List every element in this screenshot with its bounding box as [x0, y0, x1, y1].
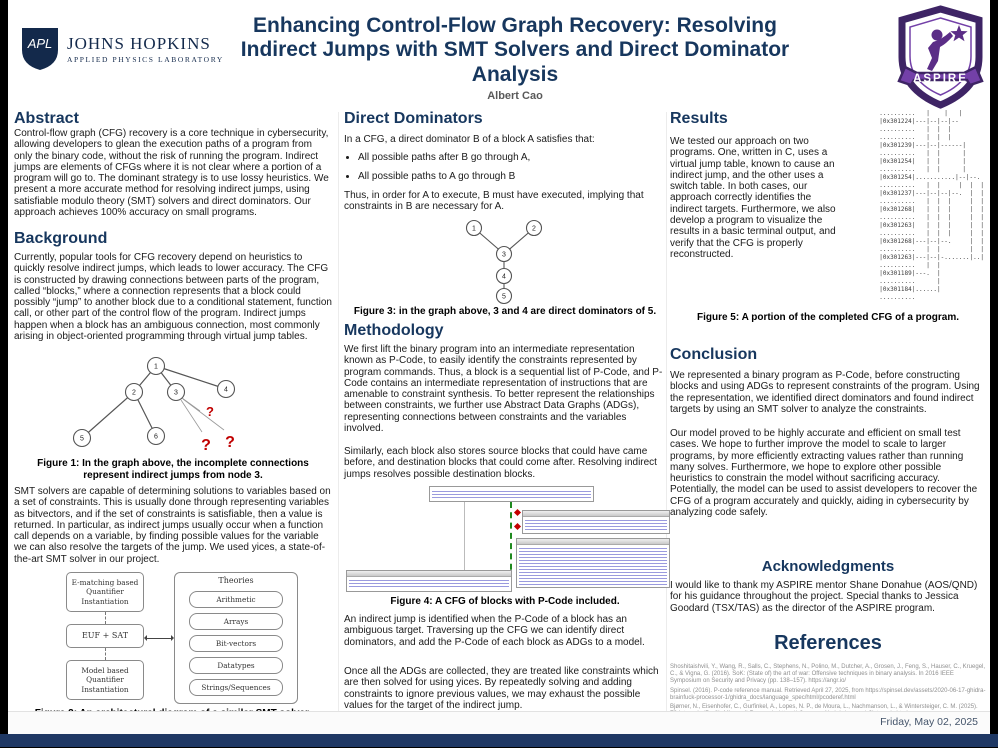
fig2-theory: Datatypes — [189, 657, 283, 674]
background-body: Currently, popular tools for CFG recovery depend on heuristics to quickly resolve indirect jumps, which leads to lower accuracy. The CFG is constructed by drawing connections between parts of the program, called “blocks,” where a connection represents that a block could possibly “jump” to another block due to a conditional statement, function call, or other part of the control flow of the program. Indirect jumps happen when a block has an ambiguous connection, most commonly arising in object-oriented programming through virtual jump tables. — [14, 252, 332, 343]
figure4-caption: Figure 4: A CFG of blocks with P-Code included. — [390, 596, 620, 607]
dd-bullets — [344, 152, 666, 191]
results-body: We tested our approach on two programs. One, written in C, uses a virtual jump table, known to cause an indirect jump, and the other uses a switch table. In both cases, our approach correctly identifies the indirect targets. Furthermore, we also develop a program to visualize the results in a basic terminal output, and verify that the CFG is properly reconstructed. — [670, 136, 836, 260]
svg-text:?: ? — [225, 434, 235, 451]
svg-text:?: ? — [206, 404, 214, 419]
svg-text:5: 5 — [80, 435, 84, 443]
post-fig4-p2: Once all the ADGs are collected, they are treated like constraints which are then solved for using yices. By repeatedly solving and adding constraints to ignore previous values, we may exhaust the possible values for the target of the indirect jump. — [344, 666, 659, 711]
smt-paragraph: SMT solvers are capable of determining solutions to variables based on a set of constraints. This is usually done through representing variables as bitvectors, and if the set of constraints is satisfiable, then a value is returned. In particular, as indirect jumps usually occur when a function call depends on a variable, by finding possible values for the variable we can also resolve the targets of the jump. We used yices, a state-of-the-art SMT solver in our project. — [14, 486, 331, 565]
methodology-p2: Similarly, each block also stores source blocks that could have came before, and destination blocks that could come after. Resolving indirect jumps resolves possible destination blocks. — [344, 446, 657, 480]
svg-text:APL: APL — [27, 36, 53, 51]
fig4-green-edge — [510, 502, 512, 580]
poster — [8, 0, 990, 734]
acknowledgments-body: I would like to thank my ASPIRE mentor Shane Donahue (AOS/QND) for his guidance throughout the project. Special thanks to Jessica Goodard (TSX/TAS) as the director of the ASPIRE program. — [670, 580, 978, 614]
figure3-caption: Figure 3: in the graph above, 3 and 4 are direct dominators of 5. — [353, 306, 657, 317]
jhu-apl-logo — [20, 26, 224, 72]
svg-text:5: 5 — [502, 293, 506, 301]
direct-dominators-heading: Direct Dominators — [344, 110, 483, 127]
acknowledgments-heading: Acknowledgments — [761, 558, 895, 575]
svg-text:3: 3 — [502, 251, 506, 259]
abstract-body: Control-flow graph (CFG) recovery is a core technique in cybersecurity, allowing developers to glean the execution paths of a program from only the binary code, without the risk of running the program. Indirect jumps are elements of CFGs where it is not clear where a portion of a program will go to. The dominant strategy is to use lossy heuristics. We present a more accurate method for resolving indirect jumps, using satisfiable modulo theory (SMT) solvers and direct dominators. Our approach achieves 100% accuracy on small programs. — [14, 128, 329, 219]
figure5-terminal-output: .......... | | | |0x301224|---|--|--|-- .......... | | | .......... | | | |0x301239|---|--|------| .......... | | | |0x301254| | | | .......... | | | |0x301254|...........|--|--. .......... | | | | | |0x301237|---|--|--|--. | | .......... | | | | | |0x301268| | | | | | .......... | | | | | |0x301263| | | | | | .......... | | | | | |0x301268|---|--|--. | | .......... | | | | |0x301263|---|--|-.......|..| .......... | | |0x301189|---. | .......... | |0x301184|......| .......... — [879, 110, 984, 301]
svg-text:4: 4 — [502, 273, 506, 281]
background-heading: Background — [14, 230, 108, 247]
status-strip — [8, 711, 990, 734]
right-column — [670, 108, 986, 748]
dd-bullet: • All possible paths to A go through B — [358, 171, 666, 182]
fig2-theories-box — [174, 572, 298, 704]
svg-text:2: 2 — [532, 225, 536, 233]
fig2-theory: Arrays — [189, 613, 283, 630]
svg-text:1: 1 — [472, 225, 476, 233]
abstract-heading: Abstract — [14, 110, 79, 127]
fig4-red-arrow — [514, 509, 521, 516]
figure5-caption: Figure 5: A portion of the completed CFG of a program. — [696, 312, 960, 323]
fig2-theory: Arithmetic — [189, 591, 283, 608]
poster-header — [8, 0, 990, 108]
svg-text:ASPIRE: ASPIRE — [913, 73, 968, 85]
post-fig4-p1: An indirect jump is identified when the P-Code of a block has an ambiguous target. Traversing up the CFG we can identify direct dominators, and add the P-Code of each block as ADGs to a model. — [344, 614, 645, 648]
left-column — [14, 108, 332, 720]
methodology-p1: We first lift the binary program into an intermediate representation known as P-Code, to easily identify the constraints represented by program commands. Thus, a block is a sequential list of P-Code, and P-Code contains an intermediate representation of instructions that are amenable to constraint synthesis. To better represent the relationships between constraints, we further use Abstract Data Graphs (ADGs), representing connections between constraints and the variables involved. — [344, 344, 663, 435]
figure2-diagram — [14, 572, 332, 706]
column-divider — [338, 112, 339, 712]
conclusion-p2: Our model proved to be highly accurate and efficient on small test cases. We hope to further improve the model to scale to larger programs, by more efficiently extracting values rather than running many solves. Furthermore, we hope to explore other possible heuristics to constrain the model without sacrificing accuracy. Potentially, the model can be used to assist developers to recover the CFG of a program accurately and quickly, aiding in cybersecurity by analyzing code safely. — [670, 428, 978, 519]
poster-author: Albert Cao — [487, 90, 543, 103]
figure1-caption: Figure 1: In the graph above, the incomplete connections represent indirect jumps from node 3. — [37, 458, 309, 481]
fig4-pcode-window — [522, 510, 670, 534]
apl-logo-text — [67, 34, 224, 64]
fig2-theory: Bit-vectors — [189, 635, 283, 652]
figure4-diagram — [344, 486, 666, 592]
bottom-taskbar — [0, 734, 998, 747]
svg-text:2: 2 — [132, 389, 136, 397]
fig4-pcode-window — [346, 570, 512, 592]
fig4-pcode-block — [429, 486, 594, 502]
poster-title: Enhancing Control-Flow Graph Recovery: Resolving Indirect Jumps with SMT Solvers and Direct Dominator Analysis — [240, 14, 790, 86]
svg-text:1: 1 — [154, 363, 158, 371]
aspire-shield-icon — [893, 5, 988, 111]
aspire-badge — [893, 5, 988, 116]
fig2-theory: Strings/Sequences — [189, 679, 283, 696]
svg-text:3: 3 — [174, 389, 178, 397]
results-heading: Results — [670, 110, 728, 127]
figure3-graph — [344, 218, 662, 304]
svg-text:6: 6 — [154, 433, 158, 441]
dd-intro: In a CFG, a direct dominator B of a block A satisfies that: — [344, 134, 595, 145]
title-block — [220, 14, 810, 102]
conclusion-heading: Conclusion — [670, 346, 758, 363]
fig2-connector — [105, 612, 106, 624]
figure1-graph — [14, 354, 332, 456]
middle-column — [344, 108, 666, 720]
date-label: Friday, May 02, 2025 — [880, 716, 978, 728]
fig4-connector — [464, 502, 465, 570]
reference-item: Bjørner, N., Eisenhofer, C., Gurfinkel, A., Lopes, N. P., de Moura, L., Nachmanson, L., & Wintersteiger, C. M. (2025). — [670, 704, 978, 711]
apl-shield-icon — [20, 26, 60, 72]
reference-item: Shoshitaishvili, Y., Wang, R., Salls, C., Stephens, N., Polino, M., Dutcher, A., Grosen, J., Feng, S., Hauser, C., Kruegel, C., & Vigna, G. (2016). SoK: (State of) the art of war: Offensive techniques in binary analysis. In 2016 IEEE Symposium on Security and Privacy (pp. 138–157). https://angr.io/ — [670, 664, 986, 684]
fig2-box-eufsat: EUF + SAT — [66, 624, 144, 648]
logo-institution: JOHNS HOPKINS — [67, 34, 211, 53]
logo-department: APPLIED PHYSICS LABORATORY — [67, 55, 224, 64]
methodology-heading: Methodology — [344, 322, 444, 339]
fig2-box-model: Model based Quantifier Instantiation — [66, 660, 144, 700]
fig2-box-ematching: E-matching based Quantifier Instantiation — [66, 572, 144, 612]
reference-item: Spinsel. (2016). P-code reference manual. Retrieved April 27, 2025, from https://spinsel.dev/assets/2020-06-17-ghidra-brainfuck-processor-1/ghidra_docs/language_spec/html/pcoderef.html — [670, 687, 986, 701]
dd-bullet: • All possible paths after B go through A, — [358, 152, 666, 163]
question-marks — [201, 404, 235, 454]
svg-text:?: ? — [201, 437, 211, 454]
fig4-red-arrow — [514, 523, 521, 530]
fig2-double-arrow — [146, 638, 172, 639]
svg-text:4: 4 — [224, 386, 228, 394]
dd-outro: Thus, in order for A to execute, B must have executed, implying that constraints in B are necessary for A. — [344, 190, 644, 213]
column-divider — [666, 112, 667, 712]
conclusion-p1: We represented a binary program as P-Code, before constructing blocks and using ADGs to represent constraints of the program. Using the representation, we identified direct dominators and found indirect targets by using an SMT solver to analyze the constraints. — [670, 370, 980, 415]
fig2-theories-title: Theories — [218, 576, 254, 585]
fig4-pcode-window — [516, 538, 670, 588]
fig2-connector — [105, 648, 106, 660]
references-heading: References — [774, 632, 882, 654]
